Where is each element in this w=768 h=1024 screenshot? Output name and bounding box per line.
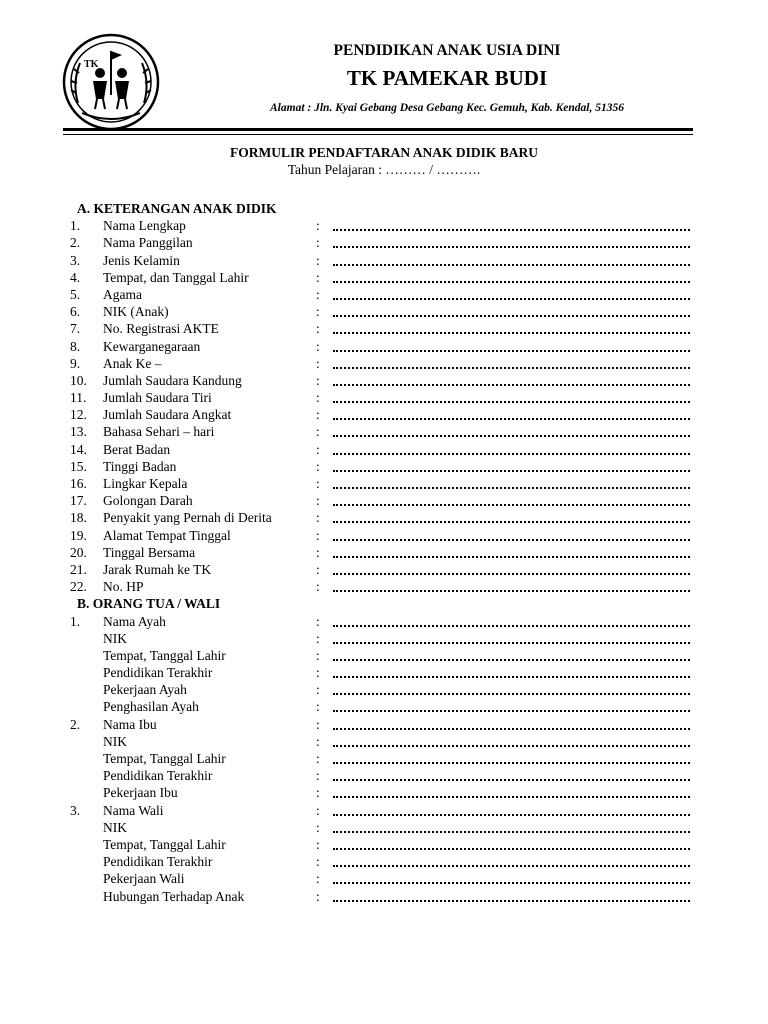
field-label: Pekerjaan Ayah <box>103 682 187 698</box>
field-fill-line[interactable] <box>333 298 690 300</box>
field-colon: : <box>316 647 320 663</box>
field-label: NIK <box>103 630 127 646</box>
form-row <box>0 664 768 681</box>
field-colon: : <box>316 544 320 560</box>
row-number: 2. <box>70 235 81 251</box>
row-number: 9. <box>70 355 81 371</box>
field-label: Penyakit yang Pernah di Derita <box>103 510 272 526</box>
field-fill-line[interactable] <box>333 367 690 369</box>
field-colon: : <box>316 716 320 732</box>
header-institution: PENDIDIKAN ANAK USIA DINI <box>333 42 561 59</box>
form-row <box>0 217 768 234</box>
field-label: Tempat, Tanggal Lahir <box>103 647 226 663</box>
field-colon: : <box>316 699 320 715</box>
field-fill-line[interactable] <box>333 435 690 437</box>
field-fill-line[interactable] <box>333 882 690 884</box>
field-label: Golongan Darah <box>103 493 193 509</box>
form-fields <box>0 200 768 905</box>
header-divider-thick <box>63 128 693 131</box>
field-label: Jarak Rumah ke TK <box>103 561 212 577</box>
field-colon: : <box>316 304 320 320</box>
form-row <box>0 733 768 750</box>
section-title: B. ORANG TUA / WALI <box>77 596 221 612</box>
form-title: FORMULIR PENDAFTARAN ANAK DIDIK BARU <box>229 145 538 160</box>
form-row <box>0 252 768 269</box>
form-row <box>0 320 768 337</box>
field-fill-line[interactable] <box>333 659 690 661</box>
form-row <box>0 836 768 853</box>
form-row <box>0 647 768 664</box>
form-row <box>0 784 768 801</box>
field-label: Nama Ibu <box>103 716 157 732</box>
field-colon: : <box>316 252 320 268</box>
field-colon: : <box>316 579 320 595</box>
field-fill-line[interactable] <box>333 539 690 541</box>
form-row <box>0 888 768 905</box>
form-row <box>0 802 768 819</box>
field-fill-line[interactable] <box>333 642 690 644</box>
field-colon: : <box>316 372 320 388</box>
row-number: 6. <box>70 304 81 320</box>
field-label: Tempat, Tanggal Lahir <box>103 836 226 852</box>
field-colon: : <box>316 286 320 302</box>
section-title: A. KETERANGAN ANAK DIDIK <box>77 201 277 216</box>
row-number: 14. <box>70 441 87 457</box>
field-fill-line[interactable] <box>333 745 690 747</box>
row-number: 7. <box>70 321 81 337</box>
row-number: 4. <box>70 269 81 285</box>
field-fill-line[interactable] <box>333 350 690 352</box>
field-fill-line[interactable] <box>333 865 690 867</box>
field-label: Pendidikan Terakhir <box>103 854 213 870</box>
field-label: Agama <box>103 286 142 302</box>
field-colon: : <box>316 836 320 852</box>
header-divider-thin <box>63 134 693 135</box>
field-colon: : <box>316 561 320 577</box>
field-colon: : <box>316 785 320 801</box>
field-colon: : <box>316 888 320 904</box>
field-label: NIK <box>103 733 127 749</box>
form-row <box>0 406 768 423</box>
form-row <box>0 475 768 492</box>
field-colon: : <box>316 458 320 474</box>
row-number: 1. <box>70 218 81 234</box>
field-label: Tempat, dan Tanggal Lahir <box>103 269 249 285</box>
field-colon: : <box>316 355 320 371</box>
field-fill-line[interactable] <box>333 504 690 506</box>
form-row <box>0 492 768 509</box>
field-colon: : <box>316 338 320 354</box>
form-row <box>0 303 768 320</box>
form-row <box>0 630 768 647</box>
field-fill-line[interactable] <box>333 796 690 798</box>
field-fill-line[interactable] <box>333 676 690 678</box>
field-fill-line[interactable] <box>333 487 690 489</box>
field-colon: : <box>316 218 320 234</box>
section-heading <box>0 595 768 612</box>
field-fill-line[interactable] <box>333 625 690 627</box>
form-row <box>0 338 768 355</box>
field-colon: : <box>316 321 320 337</box>
row-number: 8. <box>70 338 81 354</box>
school-name: TK PAMEKAR BUDI <box>346 66 548 90</box>
field-colon: : <box>316 407 320 423</box>
field-label: Nama Ayah <box>103 613 166 629</box>
field-label: Nama Lengkap <box>103 218 186 234</box>
row-number: 2. <box>70 716 81 732</box>
form-row <box>0 819 768 836</box>
form-row <box>0 269 768 286</box>
row-number: 16. <box>70 476 87 491</box>
field-label: Lingkar Kepala <box>103 476 188 491</box>
school-logo-icon <box>62 33 160 131</box>
field-fill-line[interactable] <box>333 693 690 695</box>
form-row <box>0 716 768 733</box>
field-colon: : <box>316 768 320 784</box>
field-label: Anak Ke – <box>103 355 162 371</box>
field-label: Hubungan Terhadap Anak <box>103 888 245 904</box>
form-row <box>0 355 768 372</box>
field-fill-line[interactable] <box>333 573 690 575</box>
field-colon: : <box>316 441 320 457</box>
field-colon: : <box>316 733 320 749</box>
field-label: Jumlah Saudara Angkat <box>103 407 232 423</box>
form-row <box>0 509 768 526</box>
field-fill-line[interactable] <box>333 556 690 558</box>
field-colon: : <box>316 510 320 526</box>
form-row <box>0 698 768 715</box>
academic-year-field[interactable]: Tahun Pelajaran : ……… / ………. <box>287 162 481 177</box>
field-label: No. Registrasi AKTE <box>103 321 219 337</box>
field-fill-line[interactable] <box>333 470 690 472</box>
field-colon: : <box>316 527 320 543</box>
field-colon: : <box>316 665 320 681</box>
field-fill-line[interactable] <box>333 264 690 266</box>
form-row <box>0 578 768 595</box>
field-fill-line[interactable] <box>333 814 690 816</box>
field-fill-line[interactable] <box>333 229 690 231</box>
field-fill-line[interactable] <box>333 762 690 764</box>
row-number: 21. <box>70 561 87 577</box>
field-colon: : <box>316 751 320 766</box>
field-fill-line[interactable] <box>333 246 690 248</box>
form-row <box>0 389 768 406</box>
logo-text: TK <box>84 59 99 70</box>
field-colon: : <box>316 819 320 835</box>
row-number: 22. <box>70 579 87 595</box>
form-row <box>0 853 768 870</box>
form-row <box>0 613 768 630</box>
field-fill-line[interactable] <box>333 900 690 902</box>
school-address: Alamat : Jln. Kyai Gebang Desa Gebang Kec. Gemuh, Kab. Kendal, 51356 <box>270 102 624 114</box>
field-label: Berat Badan <box>103 441 171 457</box>
field-label: Jenis Kelamin <box>103 252 180 268</box>
form-row <box>0 527 768 544</box>
section-heading <box>0 200 768 217</box>
form-row <box>0 372 768 389</box>
form-row <box>0 870 768 887</box>
row-number: 1. <box>70 613 81 629</box>
field-fill-line[interactable] <box>333 332 690 334</box>
field-label: NIK (Anak) <box>103 304 169 320</box>
field-colon: : <box>316 854 320 870</box>
field-fill-line[interactable] <box>333 281 690 283</box>
row-number: 20. <box>70 544 87 560</box>
form-row <box>0 423 768 440</box>
field-fill-line[interactable] <box>333 418 690 420</box>
form-row <box>0 458 768 475</box>
form-row <box>0 767 768 784</box>
field-colon: : <box>316 269 320 285</box>
field-colon: : <box>316 802 320 818</box>
field-fill-line[interactable] <box>333 453 690 455</box>
field-colon: : <box>316 493 320 509</box>
field-colon: : <box>316 613 320 629</box>
row-number: 3. <box>70 802 81 818</box>
field-fill-line[interactable] <box>333 590 690 592</box>
row-number: 11. <box>70 390 87 406</box>
field-fill-line[interactable] <box>333 401 690 403</box>
row-number: 5. <box>70 286 81 302</box>
field-label: Penghasilan Ayah <box>103 699 199 715</box>
field-label: Pekerjaan Ibu <box>103 785 178 801</box>
form-row <box>0 441 768 458</box>
field-fill-line[interactable] <box>333 728 690 730</box>
row-number: 12. <box>70 407 87 423</box>
row-number: 18. <box>70 510 87 526</box>
field-colon: : <box>316 476 320 491</box>
field-label: Nama Wali <box>103 802 164 818</box>
field-colon: : <box>316 871 320 887</box>
field-fill-line[interactable] <box>333 831 690 833</box>
field-label: Nama Panggilan <box>103 235 193 251</box>
field-label: Alamat Tempat Tinggal <box>103 527 231 543</box>
field-fill-line[interactable] <box>333 384 690 386</box>
form-row <box>0 286 768 303</box>
form-row <box>0 750 768 767</box>
row-number: 15. <box>70 458 87 474</box>
form-row <box>0 234 768 251</box>
field-label: Tinggal Bersama <box>103 544 196 560</box>
field-colon: : <box>316 630 320 646</box>
field-label: Kewarganegaraan <box>103 338 201 354</box>
field-fill-line[interactable] <box>333 848 690 850</box>
field-fill-line[interactable] <box>333 779 690 781</box>
field-label: Pendidikan Terakhir <box>103 768 213 784</box>
field-label: Pekerjaan Wali <box>103 871 185 887</box>
row-number: 10. <box>70 372 87 388</box>
form-row <box>0 561 768 578</box>
row-number: 17. <box>70 493 87 509</box>
field-fill-line[interactable] <box>333 521 690 523</box>
field-fill-line[interactable] <box>333 315 690 317</box>
field-colon: : <box>316 682 320 698</box>
field-label: No. HP <box>103 579 144 595</box>
form-row <box>0 544 768 561</box>
field-label: Tempat, Tanggal Lahir <box>103 751 226 766</box>
row-number: 13. <box>70 424 87 440</box>
field-colon: : <box>316 235 320 251</box>
field-label: Pendidikan Terakhir <box>103 665 213 681</box>
field-label: Bahasa Sehari – hari <box>103 424 215 440</box>
field-label: Tinggi Badan <box>103 458 177 474</box>
field-label: Jumlah Saudara Kandung <box>103 372 242 388</box>
field-label: Jumlah Saudara Tiri <box>103 390 212 406</box>
field-colon: : <box>316 424 320 440</box>
field-fill-line[interactable] <box>333 710 690 712</box>
row-number: 19. <box>70 527 87 543</box>
row-number: 3. <box>70 252 81 268</box>
field-colon: : <box>316 390 320 406</box>
field-label: NIK <box>103 819 127 835</box>
form-row <box>0 681 768 698</box>
